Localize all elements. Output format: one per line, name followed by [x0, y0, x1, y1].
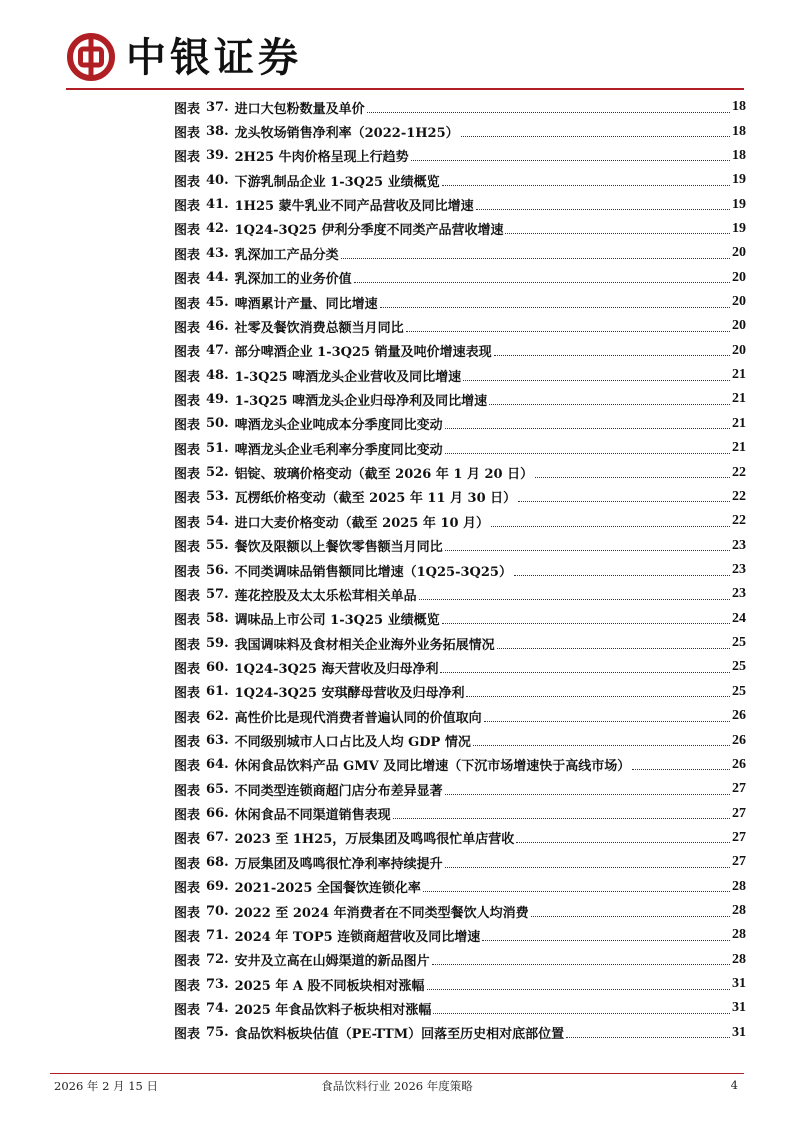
- toc-entry-page: 23: [732, 586, 746, 602]
- toc-entry-number: 38.: [206, 124, 229, 140]
- toc-entry-number: 62.: [206, 708, 229, 724]
- toc-entry[interactable]: [174, 1021, 746, 1045]
- toc-entry-title: 休闲食品不同渠道销售表现: [234, 808, 391, 824]
- toc-entry-page: 19: [732, 220, 746, 236]
- toc-entry-page: 22: [732, 464, 746, 480]
- toc-entry-label: 图表: [174, 1002, 201, 1018]
- toc-entry-number: 37.: [206, 99, 229, 115]
- toc-entry-label: 图表: [174, 467, 201, 483]
- toc-entry[interactable]: [174, 192, 746, 216]
- toc-entry[interactable]: [174, 290, 746, 314]
- toc-dot-leader: [489, 404, 730, 405]
- toc-dot-leader: [445, 550, 730, 551]
- toc-dot-leader: [518, 501, 730, 502]
- toc-entry-number: 70.: [206, 903, 229, 919]
- toc-entry-page: 25: [732, 659, 746, 675]
- toc-entry-number: 41.: [206, 197, 229, 213]
- toc-entry[interactable]: [174, 850, 746, 874]
- toc-dot-leader: [380, 307, 730, 308]
- toc-entry-label: 图表: [174, 637, 201, 653]
- toc-entry-label: 图表: [174, 905, 201, 921]
- toc-entry-number: 75.: [206, 1025, 229, 1041]
- toc-dot-leader: [367, 112, 730, 113]
- toc-dot-leader: [427, 989, 731, 990]
- toc-entry[interactable]: [174, 509, 746, 533]
- toc-entry[interactable]: [174, 168, 746, 192]
- toc-entry-label: 图表: [174, 808, 201, 824]
- toc-entry-number: 69.: [206, 879, 229, 895]
- toc-entry-label: 图表: [174, 491, 201, 507]
- toc-entry-label: 图表: [174, 393, 201, 409]
- toc-entry-label: 图表: [174, 1027, 201, 1043]
- toc-entry-title: 啤酒累计产量、同比增速: [234, 296, 378, 312]
- toc-entry-label: 图表: [174, 515, 201, 531]
- toc-entry-page: 18: [732, 123, 746, 139]
- toc-entry-number: 44.: [206, 270, 229, 286]
- toc-entry-label: 图表: [174, 345, 201, 361]
- toc-entry-label: 图表: [174, 735, 201, 751]
- toc-entry-title: 2023 至 1H25，万辰集团及鸣鸣很忙单店营收: [234, 832, 515, 848]
- toc-entry-page: 27: [732, 854, 746, 870]
- toc-entry-page: 22: [732, 488, 746, 504]
- toc-entry-page: 31: [732, 1024, 746, 1040]
- footer-divider: [50, 1073, 744, 1074]
- toc-entry-label: 图表: [174, 978, 201, 994]
- toc-entry-page: 21: [732, 415, 746, 431]
- toc-entry-title: 食品饮料板块估值（PE-TTM）回落至历史相对底部位置: [234, 1027, 565, 1043]
- toc-entry-number: 59.: [206, 635, 229, 651]
- bank-of-china-logo-icon: [66, 32, 116, 82]
- toc-entry-number: 43.: [206, 245, 229, 261]
- toc-entry-number: 54.: [206, 513, 229, 529]
- toc-dot-leader: [466, 696, 730, 697]
- toc-entry-label: 图表: [174, 150, 201, 166]
- toc-dot-leader: [566, 1037, 730, 1038]
- toc-entry[interactable]: [174, 923, 746, 947]
- toc-dot-leader: [354, 282, 730, 283]
- brand-name: 中银证券: [126, 35, 302, 81]
- toc-entry-page: 20: [732, 294, 746, 310]
- toc-entry-page: 26: [732, 756, 746, 772]
- toc-entry-page: 22: [732, 513, 746, 529]
- toc-entry[interactable]: [174, 241, 746, 265]
- toc-entry-title: 1Q24-3Q25 伊利分季度不同类产品营收增速: [234, 223, 504, 239]
- toc-entry-title: 2022 至 2024 年消费者在不同类型餐饮人均消费: [234, 905, 529, 921]
- toc-entry-page: 27: [732, 805, 746, 821]
- toc-entry-title: 高性价比是现代消费者普遍认同的价值取向: [234, 710, 482, 726]
- toc-entry-title: 瓦楞纸价格变动（截至 2025 年 11 月 30 日）: [234, 491, 517, 507]
- toc-entry-page: 23: [732, 562, 746, 577]
- toc-entry[interactable]: [174, 826, 746, 850]
- toc-dot-leader: [442, 185, 730, 186]
- toc-dot-leader: [341, 258, 730, 259]
- toc-dot-leader: [514, 575, 730, 576]
- toc-dot-leader: [484, 721, 730, 722]
- toc-entry-title: 1H25 蒙牛乳业不同产品营收及同比增速: [234, 199, 474, 215]
- toc-dot-leader: [535, 477, 730, 478]
- toc-entry-label: 图表: [174, 369, 201, 385]
- toc-dot-leader: [516, 842, 730, 843]
- toc-entry[interactable]: [174, 680, 746, 704]
- toc-entry-title: 万辰集团及鸣鸣很忙净利率持续提升: [234, 856, 443, 872]
- toc-entry-label: 图表: [174, 759, 201, 775]
- toc-dot-leader: [445, 428, 730, 429]
- toc-entry-number: 47.: [206, 343, 229, 359]
- toc-entry[interactable]: [174, 801, 746, 825]
- toc-entry-label: 图表: [174, 954, 201, 970]
- toc-entry-title: 2H25 牛肉价格呈现上行趋势: [234, 150, 409, 166]
- toc-dot-leader: [445, 867, 730, 868]
- toc-entry-page: 20: [732, 318, 746, 334]
- toc-dot-leader: [440, 672, 730, 673]
- toc-entry-label: 图表: [174, 199, 201, 215]
- toc-entry-label: 图表: [174, 418, 201, 434]
- toc-entry-number: 51.: [206, 440, 229, 456]
- toc-entry[interactable]: [174, 412, 746, 436]
- toc-entry-number: 45.: [206, 294, 229, 310]
- toc-entry-number: 50.: [206, 416, 229, 432]
- toc-entry-label: 图表: [174, 613, 201, 629]
- toc-dot-leader: [463, 380, 730, 381]
- header-divider: [66, 88, 744, 90]
- toc-entry-title: 下游乳制品企业 1-3Q25 业绩概览: [234, 174, 440, 190]
- page-header: [0, 0, 794, 90]
- toc-entry-number: 58.: [206, 611, 229, 627]
- toc-entry-title: 2021-2025 全国餐饮连锁化率: [234, 881, 421, 897]
- toc-entry[interactable]: [174, 558, 746, 582]
- toc-entry-page: 20: [732, 269, 746, 285]
- toc-entry-title: 莲花控股及太太乐松茸相关单品: [234, 588, 417, 604]
- toc-entry[interactable]: [174, 582, 746, 606]
- toc-entry-page: 31: [732, 976, 746, 992]
- toc-entry-number: 49.: [206, 391, 229, 407]
- toc-entry-label: 图表: [174, 881, 201, 897]
- toc-entry-page: 21: [732, 440, 746, 456]
- toc-entry-number: 68.: [206, 854, 229, 870]
- toc-entry-label: 图表: [174, 223, 201, 239]
- toc-entry[interactable]: [174, 631, 746, 655]
- toc-dot-leader: [445, 453, 730, 454]
- toc-entry-title: 2025 年食品饮料子板块相对涨幅: [234, 1002, 432, 1018]
- toc-dot-leader: [411, 160, 730, 161]
- toc-entry-number: 52.: [206, 465, 229, 481]
- toc-entry[interactable]: [174, 753, 746, 777]
- toc-entry-number: 72.: [206, 952, 229, 968]
- toc-entry[interactable]: [174, 363, 746, 387]
- toc-entry[interactable]: [174, 533, 746, 557]
- toc-entry-title: 不同类型连锁商超门店分布差异显著: [234, 783, 443, 799]
- toc-entry-page: 28: [732, 878, 746, 894]
- toc-entry-title: 2025 年 A 股不同板块相对涨幅: [234, 978, 425, 994]
- toc-entry-number: 63.: [206, 733, 229, 749]
- toc-entry-title: 安井及立高在山姆渠道的新品图片: [234, 954, 430, 970]
- toc-entry-title: 1-3Q25 啤酒龙头企业归母净利及同比增速: [234, 393, 488, 409]
- toc-entry[interactable]: [174, 948, 746, 972]
- toc-dot-leader: [531, 916, 730, 917]
- toc-entry-page: 28: [732, 927, 746, 943]
- toc-entry-title: 调味品上市公司 1-3Q25 业绩概览: [234, 613, 440, 629]
- toc-entry-page: 28: [732, 951, 746, 967]
- toc-entry-number: 67.: [206, 830, 229, 846]
- toc-entry-number: 56.: [206, 562, 229, 578]
- toc-dot-leader: [432, 964, 730, 965]
- toc-dot-leader: [406, 331, 730, 332]
- toc-entry-page: 19: [732, 172, 746, 188]
- toc-entry-number: 61.: [206, 684, 229, 700]
- toc-entry-page: 23: [732, 537, 746, 553]
- toc-entry[interactable]: [174, 119, 746, 143]
- toc-entry-page: 25: [732, 635, 746, 651]
- toc-entry-title: 不同类调味品销售额同比增速（1Q25-3Q25）: [234, 564, 512, 580]
- toc-dot-leader: [445, 794, 730, 795]
- toc-entry-number: 65.: [206, 781, 229, 797]
- toc-entry-page: 31: [732, 1000, 746, 1016]
- toc-entry-title: 乳深加工的业务价值: [234, 272, 352, 288]
- toc-entry-page: 18: [732, 99, 746, 115]
- toc-entry-number: 46.: [206, 318, 229, 334]
- toc-entry-title: 啤酒龙头企业毛利率分季度同比变动: [234, 442, 443, 458]
- toc-entry-label: 图表: [174, 101, 201, 117]
- toc-entry[interactable]: [174, 972, 746, 996]
- toc-entry-title: 铝锭、玻璃价格变动（截至 2026 年 1 月 20 日）: [234, 467, 534, 483]
- toc-entry-label: 图表: [174, 661, 201, 677]
- toc-entry-label: 图表: [174, 564, 201, 580]
- toc-entry[interactable]: [174, 728, 746, 752]
- toc-dot-leader: [505, 233, 730, 234]
- toc-entry-label: 图表: [174, 247, 201, 263]
- toc-dot-leader: [482, 940, 730, 941]
- toc-entry[interactable]: [174, 95, 746, 119]
- toc-entry-label: 图表: [174, 686, 201, 702]
- toc-entry-label: 图表: [174, 296, 201, 312]
- toc-dot-leader: [632, 769, 730, 770]
- toc-dot-leader: [476, 209, 730, 210]
- toc-entry[interactable]: [174, 460, 746, 484]
- toc-entry-label: 图表: [174, 856, 201, 872]
- toc-dot-leader: [494, 355, 730, 356]
- toc-entry-number: 42.: [206, 221, 229, 237]
- toc-entry-page: 28: [732, 903, 746, 919]
- toc-entry-title: 不同级别城市人口占比及人均 GDP 情况: [234, 735, 471, 751]
- toc-entry-label: 图表: [174, 272, 201, 288]
- toc-entry[interactable]: [174, 655, 746, 679]
- toc-entry[interactable]: [174, 485, 746, 509]
- toc-entry-page: 19: [732, 196, 746, 212]
- toc-entry-title: 部分啤酒企业 1-3Q25 销量及吨价增速表现: [234, 345, 492, 361]
- toc-entry-number: 64.: [206, 757, 229, 773]
- toc-entry-number: 53.: [206, 489, 229, 505]
- toc-entry[interactable]: [174, 266, 746, 290]
- toc-entry-label: 图表: [174, 832, 201, 848]
- toc-entry-label: 图表: [174, 442, 201, 458]
- toc-entry-label: 图表: [174, 320, 201, 336]
- toc-entry-page: 27: [732, 829, 746, 845]
- toc-dot-leader: [393, 818, 730, 819]
- toc-entry-title: 社零及餐饮消费总额当月同比: [234, 320, 404, 336]
- toc-entry-number: 39.: [206, 148, 229, 164]
- toc-entry-title: 2024 年 TOP5 连锁商超营收及同比增速: [234, 929, 481, 945]
- toc-dot-leader: [461, 136, 730, 137]
- toc-entry[interactable]: [174, 217, 746, 241]
- footer-page-number: 4: [730, 1078, 738, 1092]
- toc-dot-leader: [419, 599, 730, 600]
- toc-entry-title: 进口大麦价格变动（截至 2025 年 10 月）: [234, 515, 490, 531]
- toc-dot-leader: [491, 526, 730, 527]
- toc-dot-leader: [423, 891, 730, 892]
- toc-entry-page: 21: [732, 391, 746, 407]
- toc-entry[interactable]: [174, 607, 746, 631]
- toc-entry-title: 餐饮及限额以上餐饮零售额当月同比: [234, 540, 443, 556]
- toc-entry-label: 图表: [174, 783, 201, 799]
- toc-entry-label: 图表: [174, 588, 201, 604]
- toc-entry-label: 图表: [174, 174, 201, 190]
- toc-entry[interactable]: [174, 144, 746, 168]
- toc-entry[interactable]: [174, 387, 746, 411]
- toc-entry-number: 60.: [206, 659, 229, 675]
- toc-entry-title: 1-3Q25 啤酒龙头企业营收及同比增速: [234, 369, 462, 385]
- toc-entry-page: 25: [732, 683, 746, 699]
- toc-entry-number: 48.: [206, 367, 229, 383]
- footer-date: 2026 年 2 月 15 日: [54, 1079, 158, 1093]
- toc-entry-page: 20: [732, 342, 746, 358]
- toc-entry[interactable]: [174, 996, 746, 1020]
- toc-entry-page: 27: [732, 781, 746, 797]
- toc-entry-label: 图表: [174, 540, 201, 556]
- toc-entry-title: 啤酒龙头企业吨成本分季度同比变动: [234, 418, 443, 434]
- toc-entry-title: 我国调味料及食材相关企业海外业务拓展情况: [234, 637, 495, 653]
- toc-entry[interactable]: [174, 339, 746, 363]
- figure-list: [174, 95, 746, 1045]
- toc-entry-title: 乳深加工产品分类: [234, 247, 339, 263]
- toc-dot-leader: [442, 623, 730, 624]
- toc-entry-title: 休闲食品饮料产品 GMV 及同比增速（下沉市场增速快于高线市场）: [234, 759, 631, 775]
- toc-entry-number: 73.: [206, 976, 229, 992]
- footer-document-title: 食品饮料行业 2026 年度策略: [321, 1079, 473, 1093]
- toc-dot-leader: [497, 648, 730, 649]
- toc-entry-label: 图表: [174, 710, 201, 726]
- toc-entry-title: 龙头牧场销售净利率（2022-1H25）: [234, 126, 459, 142]
- toc-entry-number: 55.: [206, 538, 229, 554]
- toc-entry-number: 71.: [206, 927, 229, 943]
- toc-entry-number: 57.: [206, 586, 229, 602]
- toc-entry[interactable]: [174, 777, 746, 801]
- toc-entry[interactable]: [174, 314, 746, 338]
- toc-entry-label: 图表: [174, 929, 201, 945]
- toc-entry-title: 1Q24-3Q25 安琪酵母营收及归母净利: [234, 686, 465, 702]
- toc-entry[interactable]: [174, 704, 746, 728]
- toc-entry-page: 26: [732, 708, 746, 724]
- toc-entry-number: 74.: [206, 1000, 229, 1016]
- toc-entry-page: 26: [732, 732, 746, 748]
- toc-entry-page: 24: [732, 610, 746, 626]
- toc-entry-page: 20: [732, 245, 746, 261]
- toc-entry[interactable]: [174, 899, 746, 923]
- toc-entry-number: 40.: [206, 172, 229, 188]
- toc-entry-title: 1Q24-3Q25 海天营收及归母净利: [234, 661, 439, 677]
- toc-entry[interactable]: [174, 875, 746, 899]
- toc-dot-leader: [433, 1013, 730, 1014]
- toc-dot-leader: [473, 745, 730, 746]
- toc-entry[interactable]: [174, 436, 746, 460]
- toc-entry-label: 图表: [174, 126, 201, 142]
- toc-entry-title: 进口大包粉数量及单价: [234, 101, 365, 117]
- toc-entry-page: 18: [732, 147, 746, 163]
- toc-entry-page: 21: [732, 367, 746, 383]
- toc-entry-number: 66.: [206, 806, 229, 822]
